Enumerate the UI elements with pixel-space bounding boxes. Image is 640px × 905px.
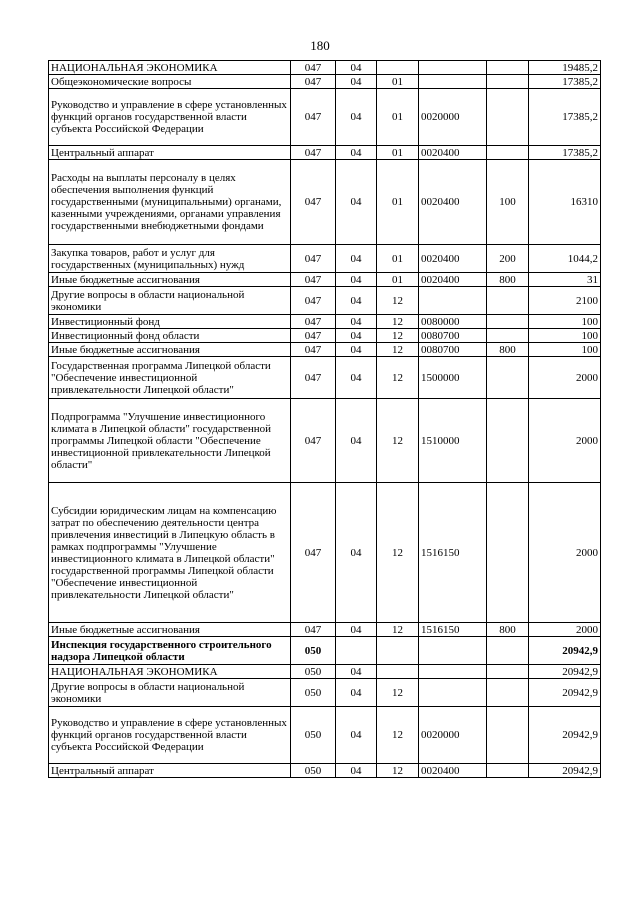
subsection-code-cell: 12: [377, 764, 419, 778]
section-code-cell: 04: [336, 399, 377, 483]
table-row: [49, 483, 601, 623]
ministry-code-cell: 047: [291, 329, 336, 343]
section-code-cell: 04: [336, 623, 377, 637]
item-name-cell: Общеэкономические вопросы: [49, 75, 291, 89]
table-row: [49, 329, 601, 343]
expense-type-code-cell: [487, 146, 529, 160]
ministry-code-cell: 047: [291, 61, 336, 75]
item-name-cell: НАЦИОНАЛЬНАЯ ЭКОНОМИКА: [49, 61, 291, 75]
expense-type-code-cell: [487, 89, 529, 146]
subsection-code-cell: [377, 61, 419, 75]
item-name-cell: Закупка товаров, работ и услуг для государственных (муниципальных) нужд: [49, 245, 291, 273]
item-name-cell: Инвестиционный фонд: [49, 315, 291, 329]
amount-cell: 17385,2: [529, 146, 601, 160]
ministry-code-cell: 047: [291, 399, 336, 483]
subsection-code-cell: 01: [377, 146, 419, 160]
section-code-cell: 04: [336, 245, 377, 273]
section-code-cell: 04: [336, 707, 377, 764]
section-code-cell: 04: [336, 287, 377, 315]
amount-cell: 20942,9: [529, 679, 601, 707]
ministry-code-cell: 050: [291, 637, 336, 665]
amount-cell: 17385,2: [529, 89, 601, 146]
amount-cell: 19485,2: [529, 61, 601, 75]
target-article-code-cell: [419, 61, 487, 75]
item-name-cell: Подпрограмма "Улучшение инвестиционного климата в Липецкой области" государственной программы Липецкой области "Обеспечение инвестиционной привлекательности Липецкой области": [49, 399, 291, 483]
ministry-code-cell: 047: [291, 357, 336, 399]
target-article-code-cell: 0020400: [419, 273, 487, 287]
amount-cell: 20942,9: [529, 764, 601, 778]
target-article-code-cell: [419, 287, 487, 315]
target-article-code-cell: 0080700: [419, 329, 487, 343]
table-row: [49, 623, 601, 637]
ministry-code-cell: 047: [291, 287, 336, 315]
section-code-cell: 04: [336, 679, 377, 707]
expense-type-code-cell: 200: [487, 245, 529, 273]
item-name-cell: НАЦИОНАЛЬНАЯ ЭКОНОМИКА: [49, 665, 291, 679]
expense-type-code-cell: [487, 637, 529, 665]
table-row: [49, 315, 601, 329]
item-name-cell: Руководство и управление в сфере установленных функций органов государственной власти субъекта Российской Федерации: [49, 89, 291, 146]
target-article-code-cell: 0020400: [419, 160, 487, 245]
table-row: [49, 764, 601, 778]
subsection-code-cell: 12: [377, 707, 419, 764]
table-row: [49, 245, 601, 273]
amount-cell: 2000: [529, 357, 601, 399]
item-name-cell: Расходы на выплаты персоналу в целях обеспечения выполнения функций государственными (муниципальными) органами, казенными учреждениями, органами управления государственными внебюджетными фондами: [49, 160, 291, 245]
amount-cell: 2000: [529, 623, 601, 637]
amount-cell: 20942,9: [529, 707, 601, 764]
ministry-code-cell: 047: [291, 245, 336, 273]
subsection-code-cell: 12: [377, 399, 419, 483]
expense-type-code-cell: 800: [487, 343, 529, 357]
subsection-code-cell: 12: [377, 623, 419, 637]
section-code-cell: 04: [336, 665, 377, 679]
target-article-code-cell: 1500000: [419, 357, 487, 399]
target-article-code-cell: [419, 637, 487, 665]
table-row: [49, 679, 601, 707]
ministry-code-cell: 047: [291, 273, 336, 287]
table-row: [49, 89, 601, 146]
expense-type-code-cell: 100: [487, 160, 529, 245]
table-row: [49, 75, 601, 89]
section-code-cell: 04: [336, 329, 377, 343]
subsection-code-cell: 12: [377, 287, 419, 315]
subsection-code-cell: 12: [377, 343, 419, 357]
ministry-code-cell: 047: [291, 146, 336, 160]
ministry-code-cell: 047: [291, 483, 336, 623]
target-article-code-cell: 0020400: [419, 764, 487, 778]
ministry-code-cell: 047: [291, 160, 336, 245]
subsection-code-cell: 01: [377, 160, 419, 245]
amount-cell: 100: [529, 329, 601, 343]
expense-type-code-cell: [487, 707, 529, 764]
table-row: [49, 399, 601, 483]
ministry-code-cell: 050: [291, 679, 336, 707]
amount-cell: 17385,2: [529, 75, 601, 89]
amount-cell: 2000: [529, 483, 601, 623]
amount-cell: 20942,9: [529, 637, 601, 665]
subsection-code-cell: 01: [377, 245, 419, 273]
expense-type-code-cell: [487, 287, 529, 315]
expense-type-code-cell: [487, 329, 529, 343]
item-name-cell: Руководство и управление в сфере установленных функций органов государственной власти субъекта Российской Федерации: [49, 707, 291, 764]
budget-table: [48, 60, 601, 778]
table-row: [49, 273, 601, 287]
section-code-cell: 04: [336, 146, 377, 160]
section-code-cell: 04: [336, 160, 377, 245]
item-name-cell: Иные бюджетные ассигнования: [49, 343, 291, 357]
expense-type-code-cell: [487, 679, 529, 707]
expense-type-code-cell: [487, 665, 529, 679]
ministry-code-cell: 047: [291, 623, 336, 637]
expense-type-code-cell: [487, 764, 529, 778]
target-article-code-cell: 0020000: [419, 89, 487, 146]
amount-cell: 20942,9: [529, 665, 601, 679]
subsection-code-cell: 12: [377, 329, 419, 343]
page-number: 180: [310, 38, 330, 53]
section-code-cell: 04: [336, 315, 377, 329]
table-row: [49, 665, 601, 679]
target-article-code-cell: 1516150: [419, 483, 487, 623]
subsection-code-cell: 01: [377, 89, 419, 146]
subsection-code-cell: 12: [377, 315, 419, 329]
expense-type-code-cell: [487, 315, 529, 329]
ministry-code-cell: 050: [291, 665, 336, 679]
expense-type-code-cell: [487, 357, 529, 399]
item-name-cell: Инвестиционный фонд области: [49, 329, 291, 343]
target-article-code-cell: 0020400: [419, 245, 487, 273]
target-article-code-cell: 0020000: [419, 707, 487, 764]
section-code-cell: 04: [336, 273, 377, 287]
table-row: [49, 357, 601, 399]
item-name-cell: Государственная программа Липецкой области "Обеспечение инвестиционной привлекательности Липецкой области": [49, 357, 291, 399]
amount-cell: 100: [529, 343, 601, 357]
ministry-code-cell: 050: [291, 764, 336, 778]
item-name-cell: Инспекция государственного строительного надзора Липецкой области: [49, 637, 291, 665]
target-article-code-cell: 0080000: [419, 315, 487, 329]
table-row: [49, 707, 601, 764]
subsection-code-cell: 12: [377, 679, 419, 707]
subsection-code-cell: 12: [377, 483, 419, 623]
target-article-code-cell: 1510000: [419, 399, 487, 483]
table-row: [49, 146, 601, 160]
subsection-code-cell: [377, 637, 419, 665]
item-name-cell: Иные бюджетные ассигнования: [49, 273, 291, 287]
target-article-code-cell: [419, 665, 487, 679]
expense-type-code-cell: 800: [487, 273, 529, 287]
expense-type-code-cell: [487, 61, 529, 75]
ministry-code-cell: 047: [291, 315, 336, 329]
target-article-code-cell: 1516150: [419, 623, 487, 637]
section-code-cell: [336, 637, 377, 665]
section-code-cell: 04: [336, 89, 377, 146]
section-code-cell: 04: [336, 61, 377, 75]
table-row: [49, 160, 601, 245]
item-name-cell: Иные бюджетные ассигнования: [49, 623, 291, 637]
amount-cell: 31: [529, 273, 601, 287]
target-article-code-cell: 0020400: [419, 146, 487, 160]
subsection-code-cell: [377, 665, 419, 679]
table-row: [49, 61, 601, 75]
expense-type-code-cell: [487, 399, 529, 483]
amount-cell: 1044,2: [529, 245, 601, 273]
expense-type-code-cell: [487, 483, 529, 623]
amount-cell: 100: [529, 315, 601, 329]
expense-type-code-cell: 800: [487, 623, 529, 637]
section-code-cell: 04: [336, 483, 377, 623]
subsection-code-cell: 01: [377, 273, 419, 287]
target-article-code-cell: [419, 75, 487, 89]
amount-cell: 2100: [529, 287, 601, 315]
item-name-cell: Субсидии юридическим лицам на компенсацию затрат по обеспечению деятельности центра привлечения инвестиций в Липецкую область в рамках подпрограммы "Улучшение инвестиционного климата в Липецкой области" государственной программы Липецкой области "Обеспечение инвестиционной привлекательности Липецкой области": [49, 483, 291, 623]
amount-cell: 16310: [529, 160, 601, 245]
item-name-cell: Другие вопросы в области национальной экономики: [49, 287, 291, 315]
table-row: [49, 287, 601, 315]
item-name-cell: Другие вопросы в области национальной экономики: [49, 679, 291, 707]
section-code-cell: 04: [336, 764, 377, 778]
item-name-cell: Центральный аппарат: [49, 146, 291, 160]
item-name-cell: Центральный аппарат: [49, 764, 291, 778]
ministry-code-cell: 047: [291, 75, 336, 89]
amount-cell: 2000: [529, 399, 601, 483]
subsection-code-cell: 01: [377, 75, 419, 89]
table-row: [49, 343, 601, 357]
target-article-code-cell: [419, 679, 487, 707]
ministry-code-cell: 047: [291, 89, 336, 146]
section-code-cell: 04: [336, 343, 377, 357]
table-row: [49, 637, 601, 665]
target-article-code-cell: 0080700: [419, 343, 487, 357]
expense-type-code-cell: [487, 75, 529, 89]
section-code-cell: 04: [336, 357, 377, 399]
section-code-cell: 04: [336, 75, 377, 89]
ministry-code-cell: 047: [291, 343, 336, 357]
subsection-code-cell: 12: [377, 357, 419, 399]
ministry-code-cell: 050: [291, 707, 336, 764]
